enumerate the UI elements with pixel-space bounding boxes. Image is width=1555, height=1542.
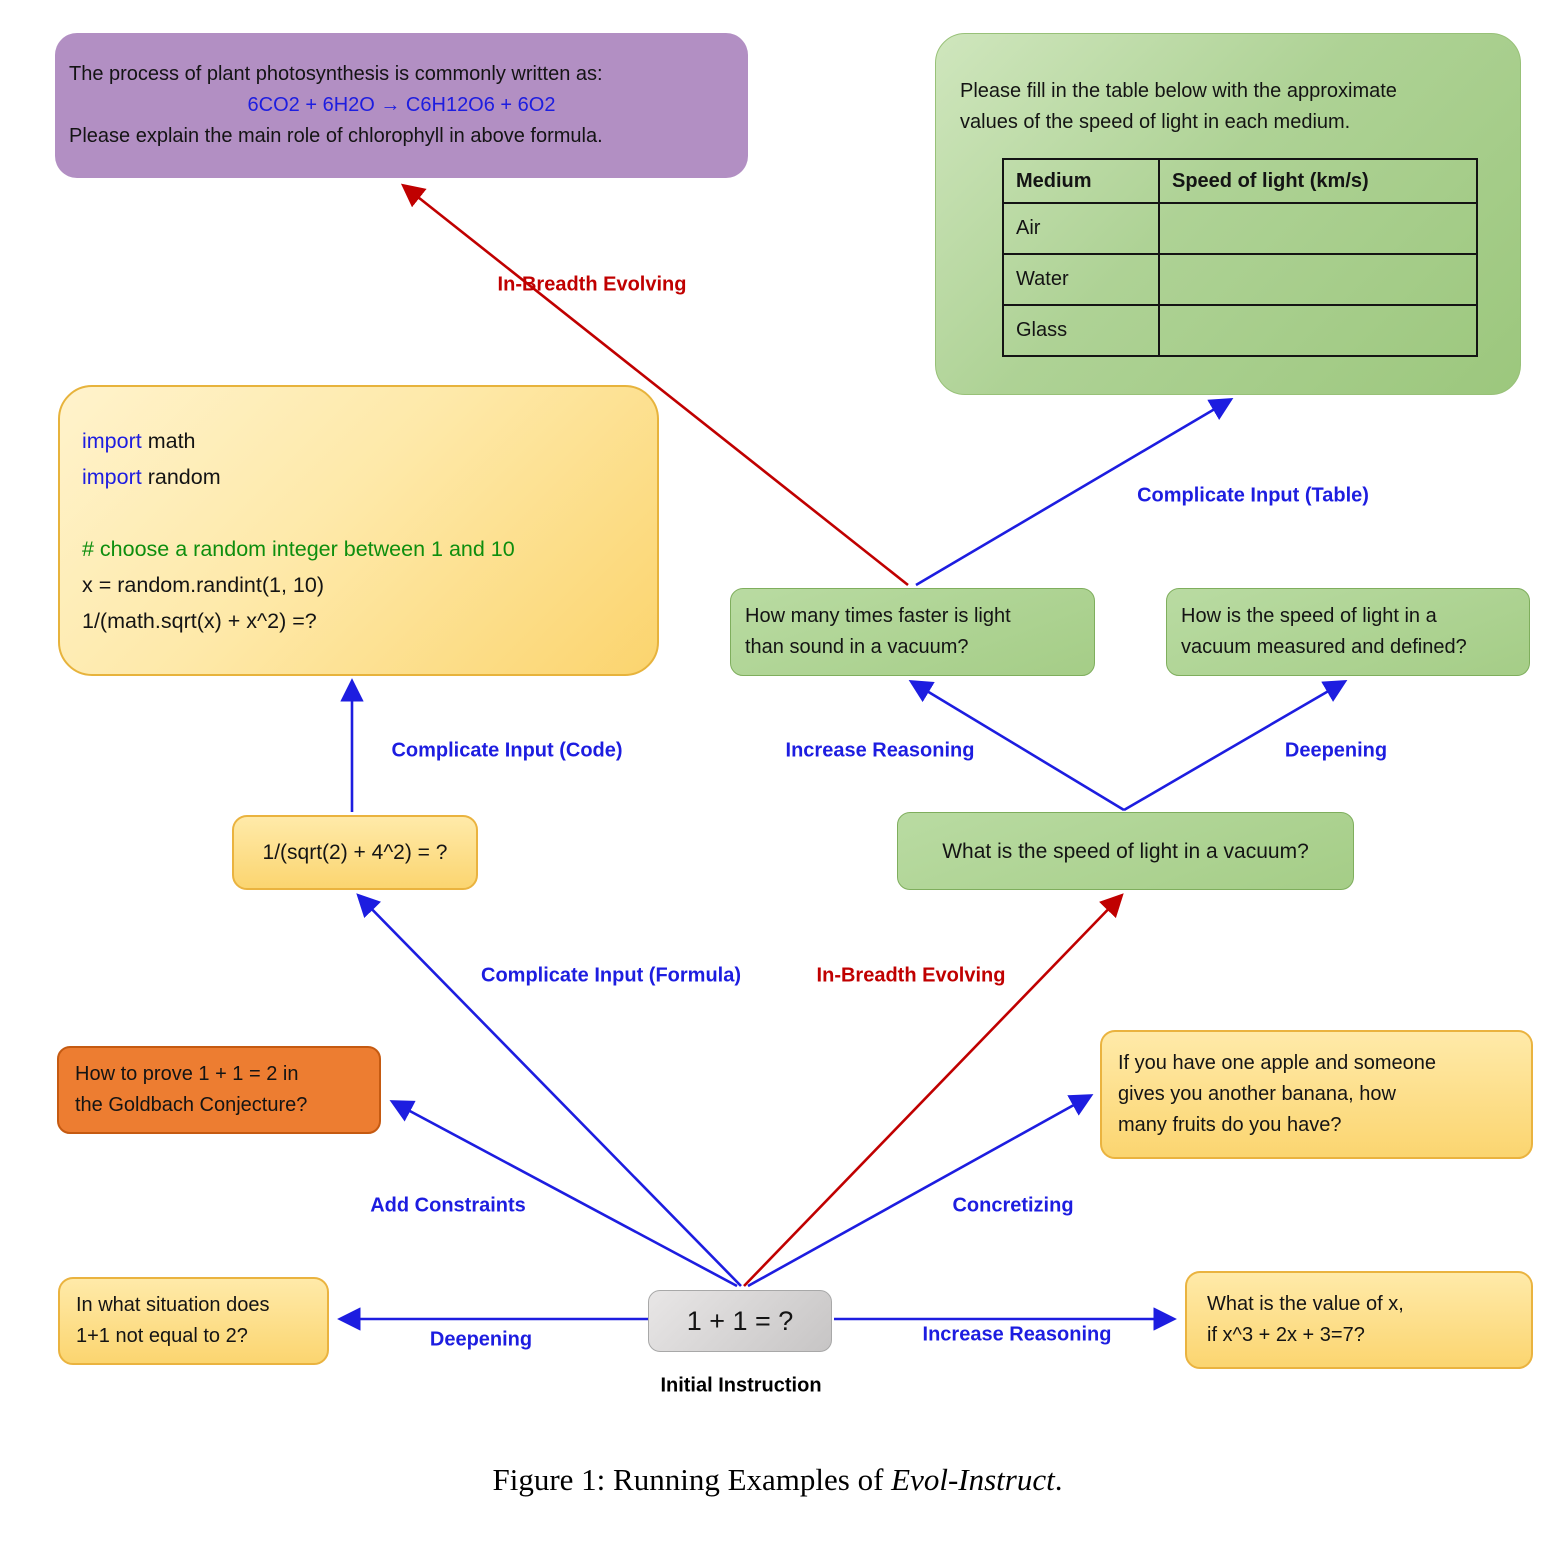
value-x-line2: if x^3 + 2x + 3=7? <box>1207 1324 1365 1346</box>
edge-label-in-breadth-evolving-bottom: In-Breadth Evolving <box>816 964 1006 987</box>
edge-label-deepening-bottom: Deepening <box>429 1328 533 1351</box>
node-goldbach-question <box>57 1046 381 1134</box>
table-value-cell-empty <box>1159 254 1477 305</box>
edge-label-complicate-input-table: Complicate Input (Table) <box>1137 484 1369 507</box>
table-value-cell-empty <box>1159 203 1477 254</box>
edge-label-in-breadth-evolving-top: In-Breadth Evolving <box>497 273 687 296</box>
edge-label-increase-reasoning-bottom: Increase Reasoning <box>922 1323 1112 1346</box>
light-measured-line2: vacuum measured and defined? <box>1181 636 1467 658</box>
code-lines <box>82 423 635 639</box>
code-line <box>82 603 635 639</box>
goldbach-line2: the Goldbach Conjecture? <box>75 1094 308 1116</box>
light-measured-line1: How is the speed of light in a <box>1181 605 1437 627</box>
apple-banana-line1: If you have one apple and someone <box>1118 1052 1437 1074</box>
apple-banana-line2: gives you another banana, how <box>1118 1083 1396 1105</box>
code-segment: math <box>141 428 196 453</box>
figure-caption-suffix: . <box>1054 1462 1063 1497</box>
code-line <box>82 495 635 531</box>
code-segment: 1/(math.sqrt(x) + x^2) =? <box>82 608 317 633</box>
code-line <box>82 567 635 603</box>
figure-caption-italic: Evol-Instruct <box>891 1462 1055 1497</box>
edge-label-complicate-input-code: Complicate Input (Code) <box>391 739 623 762</box>
node-code-question <box>58 385 659 676</box>
edge-label-deepening-mid: Deepening <box>1284 739 1388 762</box>
table-header-cell: Speed of light (km/s) <box>1159 159 1477 203</box>
arrow-complicate-formula <box>359 896 741 1286</box>
edge-label-increase-reasoning-mid: Increase Reasoning <box>785 739 975 762</box>
sqrt-formula-text: 1/(sqrt(2) + 4^2) = ? <box>262 841 448 864</box>
edge-label-complicate-input-formula: Complicate Input (Formula) <box>481 964 741 987</box>
table-header-cell: Medium <box>1003 159 1159 203</box>
code-segment: x = random.randint(1, 10) <box>82 572 325 597</box>
initial-instruction-caption: Initial Instruction <box>660 1374 822 1397</box>
goldbach-line1: How to prove 1 + 1 = 2 in <box>75 1063 299 1085</box>
table-row <box>1003 203 1477 254</box>
table-medium-cell: Water <box>1003 254 1159 305</box>
arrow-concretizing <box>748 1096 1090 1286</box>
code-line <box>82 423 635 459</box>
value-x-line1: What is the value of x, <box>1207 1293 1404 1315</box>
figure-caption <box>0 1462 1555 1498</box>
photosynthesis-line1: The process of plant photosynthesis is commonly written as: <box>69 63 603 85</box>
code-segment: # choose a random integer between 1 and 10 <box>82 536 515 561</box>
node-situation-question <box>58 1277 329 1365</box>
faster-light-line1: How many times faster is light <box>745 605 1011 627</box>
table-medium-cell: Air <box>1003 203 1159 254</box>
edge-label-add-constraints: Add Constraints <box>370 1194 526 1217</box>
node-speed-vacuum-question <box>897 812 1354 890</box>
node-light-measured-question <box>1166 588 1530 676</box>
table-intro-line2: values of the speed of light in each medium. <box>960 111 1351 133</box>
apple-banana-line3: many fruits do you have? <box>1118 1114 1342 1136</box>
speed-of-light-table <box>1002 158 1478 357</box>
node-photosynthesis-question <box>55 33 748 178</box>
photosynthesis-line2: Please explain the main role of chlorophyll in above formula. <box>69 125 603 147</box>
node-initial-instruction <box>648 1290 832 1352</box>
speed-vacuum-text: What is the speed of light in a vacuum? <box>942 839 1309 863</box>
figure-caption-prefix: Figure 1: Running Examples of <box>492 1462 892 1497</box>
faster-light-line2: than sound in a vacuum? <box>745 636 969 658</box>
table-row <box>1003 305 1477 356</box>
table-head <box>1003 159 1477 203</box>
code-segment: random <box>141 464 221 489</box>
chemical-formula: 6CO2 + 6H2O → C6H12O6 + 6O2 <box>247 94 556 116</box>
table-intro-line1: Please fill in the table below with the approximate <box>960 80 1397 102</box>
node-faster-light-question <box>730 588 1095 676</box>
table-medium-cell: Glass <box>1003 305 1159 356</box>
table-value-cell-empty <box>1159 305 1477 356</box>
node-sqrt-formula-question <box>232 815 478 890</box>
code-line <box>82 531 635 567</box>
edge-label-concretizing: Concretizing <box>952 1194 1074 1217</box>
initial-instruction-text: 1 + 1 = ? <box>686 1305 794 1336</box>
situation-line2: 1+1 not equal to 2? <box>76 1325 248 1347</box>
node-value-x-question <box>1185 1271 1533 1369</box>
arrow-in-breadth-bottom <box>744 896 1121 1286</box>
table-header-row <box>1003 159 1477 203</box>
code-line <box>82 459 635 495</box>
code-segment: import <box>82 464 142 489</box>
table-row <box>1003 254 1477 305</box>
situation-line1: In what situation does <box>76 1294 270 1316</box>
speed-table-body <box>1003 203 1477 356</box>
node-apple-banana-question <box>1100 1030 1533 1159</box>
node-speed-table-question <box>935 33 1521 395</box>
code-segment: import <box>82 428 142 453</box>
